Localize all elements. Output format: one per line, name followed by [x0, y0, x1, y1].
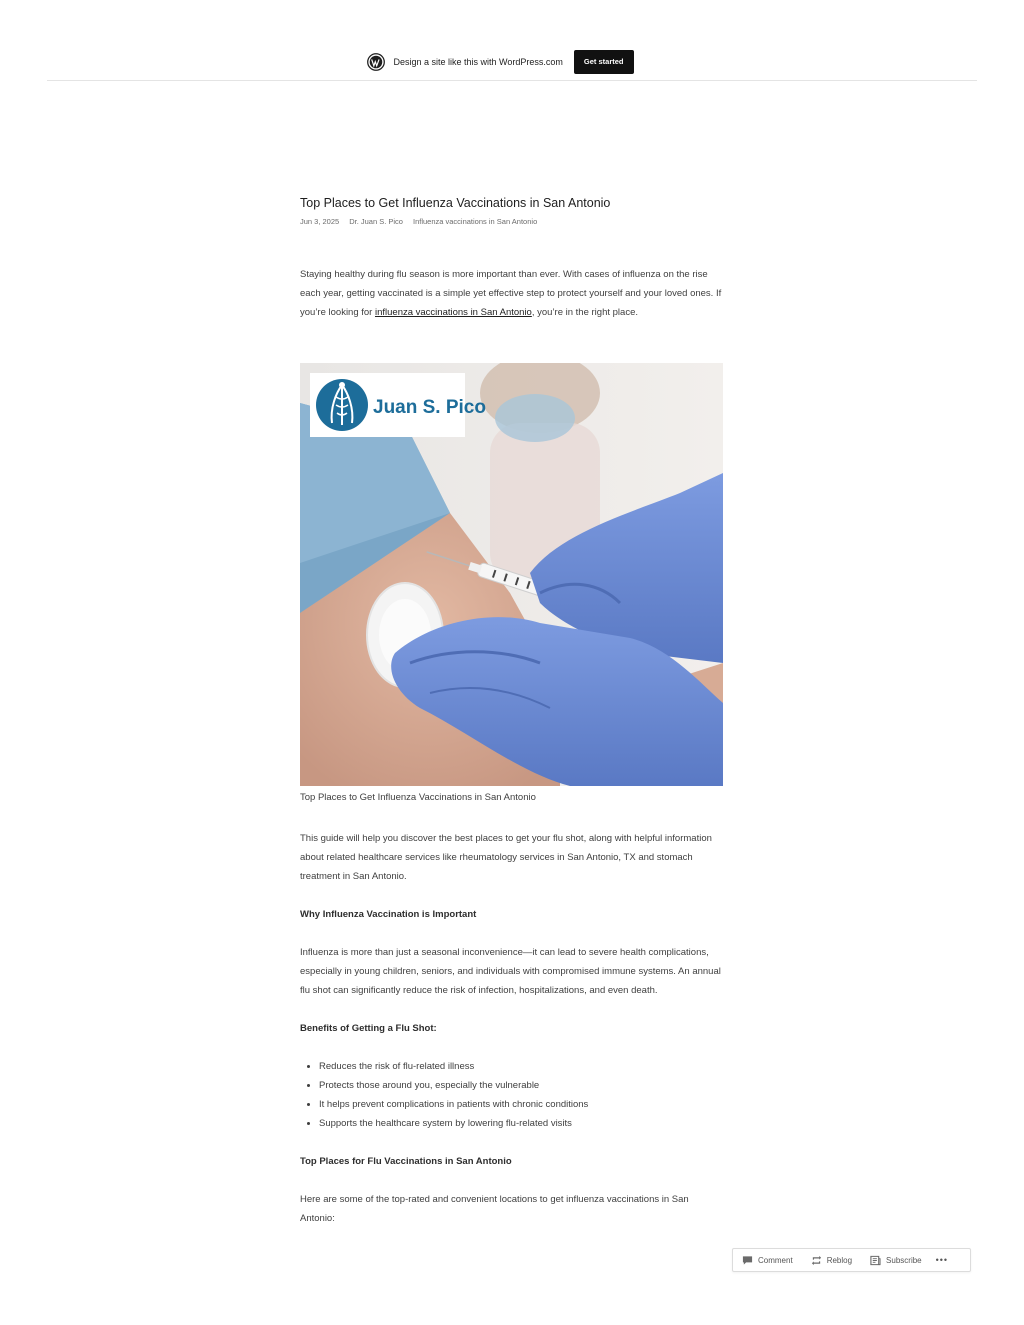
- post-title: Top Places to Get Influenza Vaccinations in San Antonio: [300, 196, 611, 210]
- reblog-icon: [811, 1255, 822, 1266]
- comment-button[interactable]: [742, 1255, 793, 1266]
- intro-text: Staying healthy during flu season is more important than ever. With cases of influenza on the rise each year, getting vaccinated is a simple yet effective step to protect yourself and your loved ones. If you’re looking for: [300, 269, 722, 318]
- subscribe-label: Subscribe: [886, 1255, 922, 1265]
- heading-places: Top Places for Flu Vaccinations in San Antonio: [300, 1156, 512, 1167]
- vaccination-illustration: [300, 363, 723, 786]
- guide-paragraph: This guide will help you discover the best places to get your flu shot, along with helpful information about related healthcare services like rheumatology services in San Antonio, TX and stomach treatment in San Antonio.: [300, 833, 712, 882]
- intro-text-end: , you’re in the right place.: [531, 307, 638, 318]
- reblog-button[interactable]: [811, 1255, 852, 1266]
- list-item: • Supports the healthcare system by lowering flu-related visits: [319, 1114, 723, 1133]
- get-started-button[interactable]: Get started: [574, 50, 634, 74]
- image-logo-text: Juan S. Pico: [373, 397, 486, 418]
- post-article: [300, 195, 723, 322]
- wordpress-logo-icon[interactable]: [367, 53, 385, 71]
- heading-why: Why Influenza Vaccination is Important: [300, 909, 477, 920]
- post-date-link[interactable]: Jun 3, 2025: [300, 217, 340, 226]
- list-item: • Protects those around you, especially the vulnerable: [319, 1076, 723, 1095]
- wordpress-banner: [47, 44, 977, 81]
- more-options-icon[interactable]: •••: [935, 1255, 949, 1265]
- action-bar: [732, 1248, 971, 1272]
- comment-icon: [742, 1255, 753, 1266]
- post-meta: [300, 217, 723, 226]
- reblog-label: Reblog: [826, 1255, 853, 1265]
- post-body: [300, 829, 723, 1228]
- subscribe-button[interactable]: [870, 1255, 922, 1266]
- intro-paragraph: [300, 265, 723, 322]
- featured-image: [300, 363, 723, 786]
- banner-text: Design a site like this with WordPress.com: [393, 57, 563, 67]
- benefits-list: [300, 1057, 723, 1133]
- why-paragraph: Influenza is more than just a seasonal inconvenience—it can lead to severe health complications, especially in young children, seniors, and individuals with compromised immune systems. An annual flu shot can significantly reduce the risk of infection, hospitalizations, and even death.: [300, 947, 721, 996]
- places-paragraph: Here are some of the top-rated and convenient locations to get influenza vaccinations in San Antonio:: [300, 1194, 689, 1224]
- subscribe-icon: [870, 1255, 881, 1266]
- list-item: • Reduces the risk of flu-related illness: [319, 1057, 723, 1076]
- list-item: • It helps prevent complications in patients with chronic conditions: [319, 1095, 723, 1114]
- heading-benefits: Benefits of Getting a Flu Shot:: [300, 1023, 437, 1034]
- comment-label: Comment: [758, 1255, 793, 1265]
- intro-link[interactable]: influenza vaccinations in San Antonio: [374, 307, 532, 318]
- post-category-link[interactable]: Influenza vaccinations in San Antonio: [412, 217, 538, 226]
- post-author-link[interactable]: Dr. Juan S. Pico: [349, 217, 403, 226]
- image-caption: Top Places to Get Influenza Vaccinations in San Antonio: [300, 792, 536, 803]
